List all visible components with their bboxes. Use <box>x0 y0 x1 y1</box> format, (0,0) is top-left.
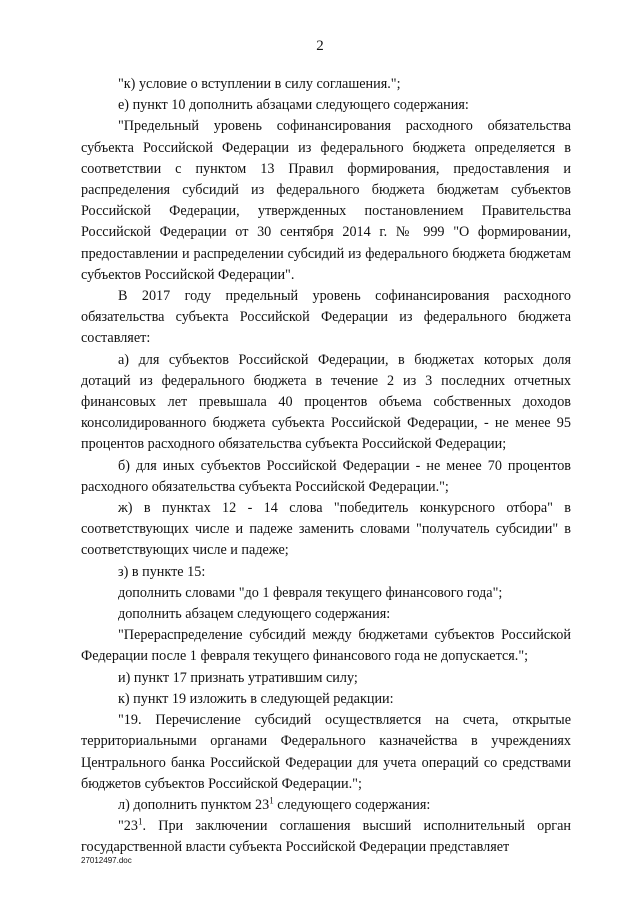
paragraph: "Предельный уровень софинансирования расходного обязательства субъекта Российской Федерации из федерального бюджета определяется в соответствии с пунктом 13 Правил формирования, предоставления и распределения субсидий из федерального бюджета бюджетам субъектов Российской Федерации, утвержденных постановлением Правительства Российской Федерации от 30 сентября 2014 г. № 999 "О формировании, предоставлении и распределении субсидий из федерального бюджета бюджетам субъектов Российской Федерации". <box>81 118 571 283</box>
paragraph: з) в пункте 15: <box>118 563 206 580</box>
paragraph: и) пункт 17 признать утратившим силу; <box>118 669 358 686</box>
paragraph: а) для субъектов Российской Федерации, в бюджетах которых доля дотаций из федерального бюджета в течение 2 из 3 последних отчетных финансовых лет превышала 40 процентов объема собственных доходов консолидированного бюджета субъекта Российской Федерации, - не менее 95 процентов расходного обязательства субъекта Российской Федерации; <box>81 351 571 453</box>
paragraph: е) пункт 10 дополнить абзацами следующего содержания: <box>118 97 469 114</box>
paragraph: "к) условие о вступлении в силу соглашения."; <box>118 76 401 92</box>
paragraph: к) пункт 19 изложить в следующей редакции: <box>118 690 394 707</box>
superscript: 1 <box>137 816 143 827</box>
document-body <box>81 74 571 859</box>
text: "23 <box>118 818 138 835</box>
paragraph: дополнить абзацем следующего содержания: <box>118 606 391 623</box>
text: л) дополнить пунктом 23 <box>118 796 270 813</box>
paragraph-23 <box>81 816 571 858</box>
text: следующего содержания: <box>273 796 431 813</box>
paragraph-l <box>81 795 571 816</box>
document-filename: 27012497.doc <box>81 856 132 865</box>
paragraph: "Перераспределение субсидий между бюджетами субъектов Российской Федерации после 1 февраля текущего финансового года не допускается."; <box>81 627 571 665</box>
paragraph: б) для иных субъектов Российской Федерации - не менее 70 процентов расходного обязательства субъекта Российской Федерации."; <box>81 457 571 495</box>
page-number: 2 <box>316 38 324 54</box>
paragraph: "19. Перечисление субсидий осуществляется на счета, открытые территориальными органами Федерального казначейства в учреждениях Центрального банка Российской Федерации для учета операций со средствами бюджетов субъектов Российской Федерации."; <box>81 712 571 792</box>
paragraph: ж) в пунктах 12 - 14 слова "победитель конкурсного отбора" в соответствующих числе и падеже заменить словами "получатель субсидии" в соответствующих числе и падеже; <box>81 500 571 559</box>
paragraph: В 2017 году предельный уровень софинансирования расходного обязательства субъекта Российской Федерации из федерального бюджета составляет: <box>81 288 571 347</box>
text: . При заключении соглашения высший исполнительный орган государственной власти субъекта Российской Федерации представляет <box>81 818 571 856</box>
paragraph: дополнить словами "до 1 февраля текущего финансового года"; <box>118 584 503 601</box>
superscript: 1 <box>269 795 274 806</box>
